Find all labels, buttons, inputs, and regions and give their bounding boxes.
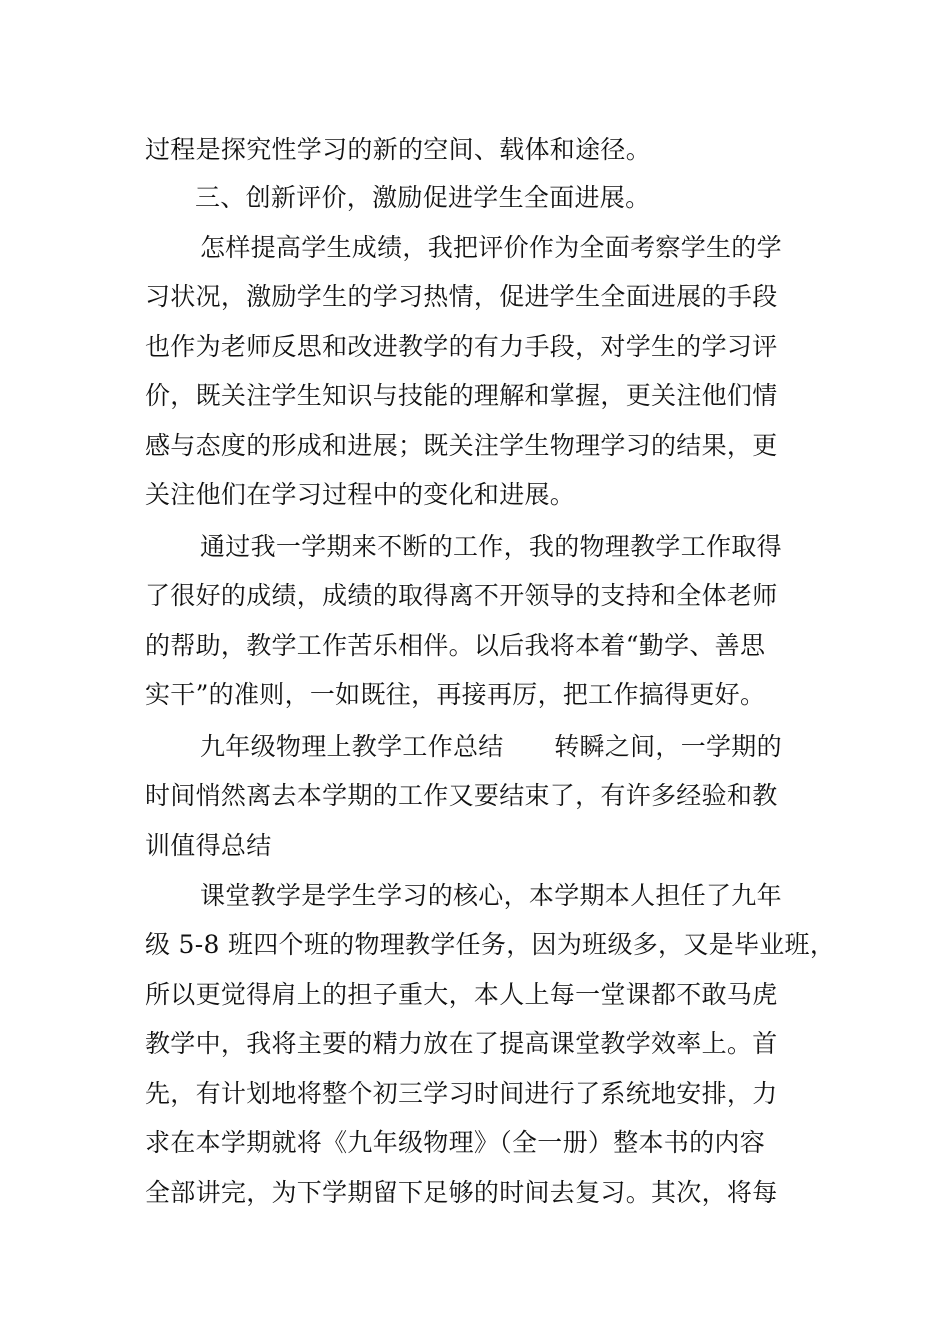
section-heading: 三、创新评价，激励促进学生全面进展。 (195, 183, 651, 212)
text-line: 全部讲完，为下学期留下足够的时间去复习。其次，将每 (145, 1178, 778, 1207)
text-line: 感与态度的形成和进展；既关注学生物理学习的结果，更 (145, 431, 778, 460)
text-line: 实干”的准则，一如既往，再接再厉，把工作搞得更好。 (145, 680, 766, 709)
text-line: 求在本学期就将《九年级物理》（全一册）整本书的内容 (145, 1128, 766, 1157)
text-line: 九年级物理上教学工作总结 转瞬之间，一学期的 (200, 732, 782, 761)
text-line: 通过我一学期来不断的工作，我的物理教学工作取得 (200, 532, 782, 561)
text-line: 也作为老师反思和改进教学的有力手段，对学生的学习评 (145, 332, 778, 361)
text-line: 过程是探究性学习的新的空间、载体和途径。 (145, 135, 652, 164)
text-line: 习状况，激励学生的学习热情，促进学生全面进展的手段 (145, 282, 778, 311)
text-line: 时间悄然离去本学期的工作又要结束了，有许多经验和教 (145, 781, 778, 810)
text-line: 所以更觉得肩上的担子重大，本人上每一堂课都不敢马虎 (145, 980, 778, 1009)
text-line: 怎样提高学生成绩，我把评价作为全面考察学生的学 (200, 233, 782, 262)
text-line: 教学中，我将主要的精力放在了提高课堂教学效率上。首 (145, 1029, 778, 1058)
text-line: 课堂教学是学生学习的核心，本学期本人担任了九年 (200, 881, 782, 910)
text-line: 先，有计划地将整个初三学习时间进行了系统地安排，力 (145, 1079, 778, 1108)
text-line: 的帮助，教学工作苦乐相伴。以后我将本着“勤学、善思 (145, 631, 766, 660)
text-line: 了很好的成绩，成绩的取得离不开领导的支持和全体老师 (145, 581, 778, 610)
text-line: 级 5-8 班四个班的物理教学任务，因为班级多，又是毕业班， (145, 930, 836, 959)
text-line: 训值得总结 (145, 831, 272, 860)
text-line: 价，既关注学生知识与技能的理解和掌握，更关注他们情 (145, 381, 778, 410)
text-line: 关注他们在学习过程中的变化和进展。 (145, 480, 576, 509)
